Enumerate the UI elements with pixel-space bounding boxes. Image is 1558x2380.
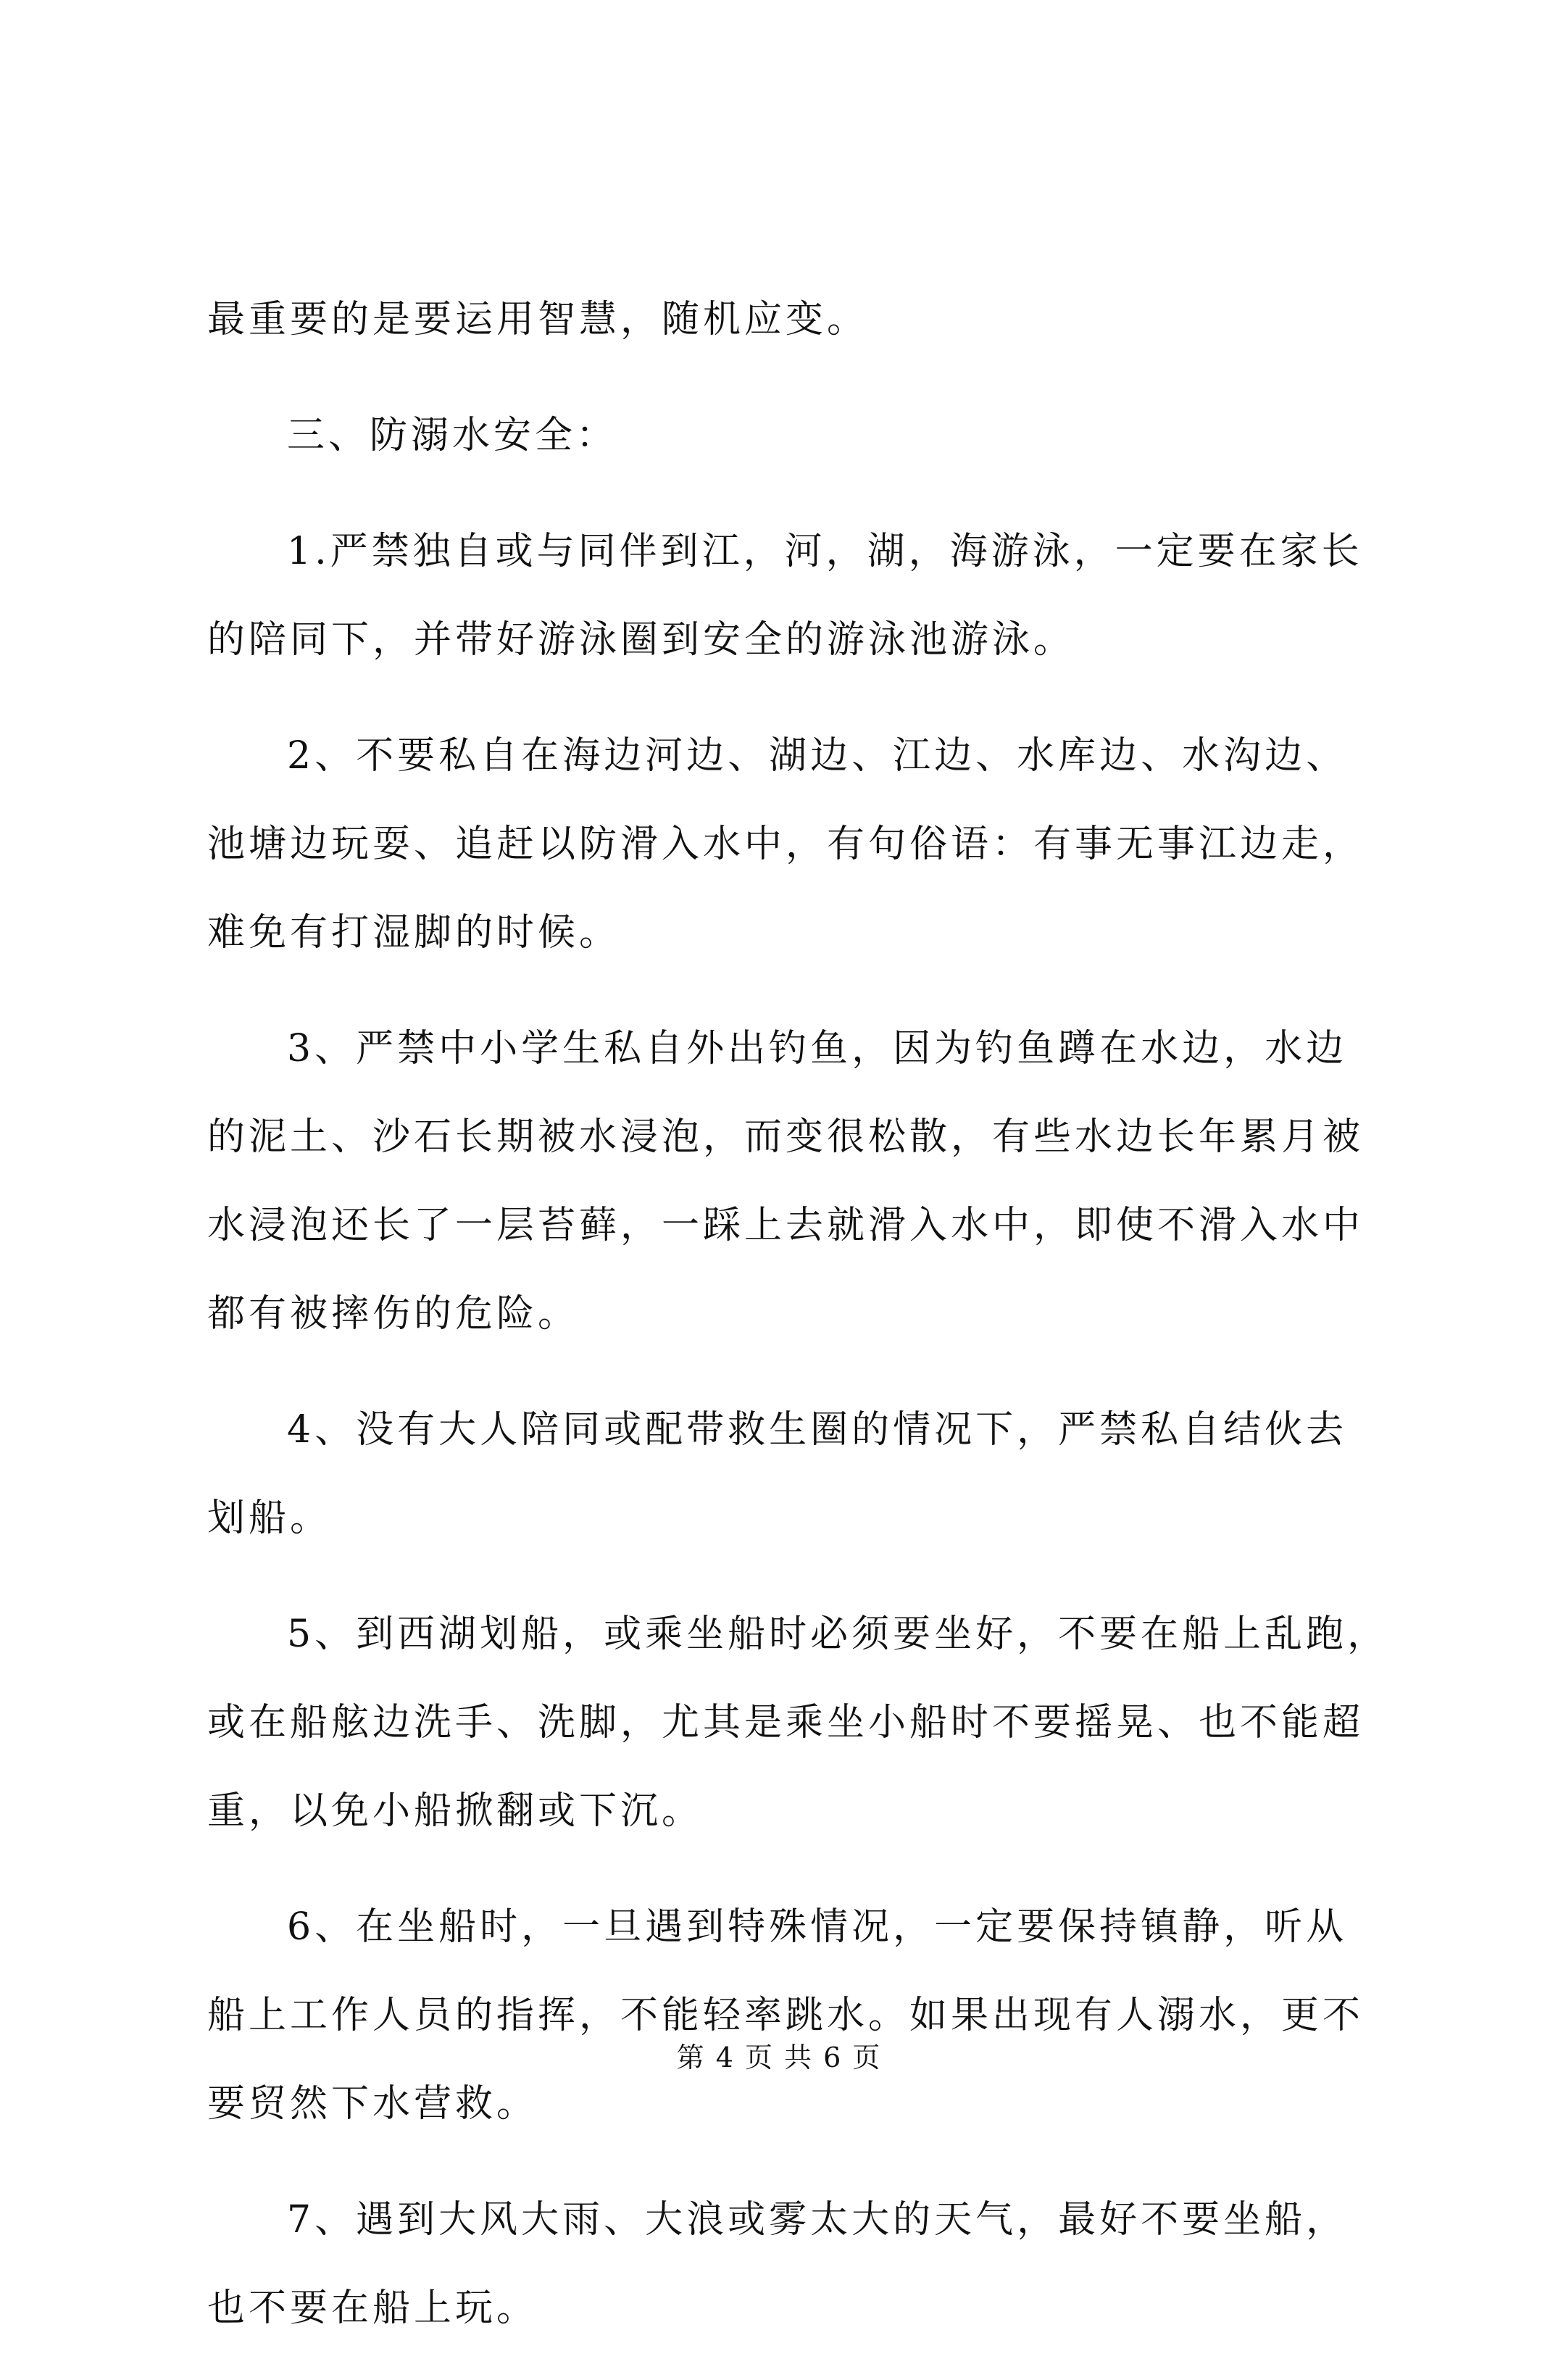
paragraph-line: 难免有打湿脚的时候。 <box>207 911 621 954</box>
paragraph-line: 三、防溺水安全： <box>287 414 618 457</box>
paragraph-line: 都有被摔伤的危险。 <box>207 1292 580 1336</box>
paragraph-line: 池塘边玩耍、追赶以防滑入水中，有句俗语：有事无事江边走， <box>207 823 1365 866</box>
paragraph-line: 重，以免小船掀翻或下沉。 <box>207 1789 704 1833</box>
paragraph-line: 6、在坐船时，一旦遇到特殊情况，一定要保持镇静，听从 <box>287 1905 1348 1949</box>
paragraph-line: 划船。 <box>207 1497 332 1540</box>
paragraph-line: 1.严禁独自或与同伴到江，河，湖，海游泳，一定要在家长 <box>287 530 1363 573</box>
paragraph <box>207 1590 1389 1855</box>
paragraph <box>207 391 1367 480</box>
paragraph-line: 7、遇到大风大雨、大浪或雾太大的天气，最好不要坐船， <box>287 2198 1348 2242</box>
paragraph-line: 也不要在船上玩。 <box>207 2287 538 2330</box>
paragraph-line: 最重要的是要运用智慧，随机应变。 <box>207 298 869 341</box>
paragraph-line: 或在船舷边洗手、洗脚，尤其是乘坐小船时不要摇晃、也不能超 <box>207 1701 1365 1744</box>
paragraph-line: 的泥土、沙石长期被水浸泡，而变很松散，有些水边长年累月被 <box>207 1115 1365 1159</box>
paragraph <box>207 275 1367 364</box>
paragraph-line: 的陪同下，并带好游泳圈到安全的游泳池游泳。 <box>207 618 1075 662</box>
page-footer: 第 4 页 共 6 页 <box>676 2042 882 2073</box>
paragraph <box>207 1386 1367 1563</box>
paragraph <box>207 712 1367 977</box>
paragraph <box>207 2176 1367 2352</box>
paragraph <box>207 507 1367 684</box>
paragraph-line: 4、没有大人陪同或配带救生圈的情况下，严禁私自结伙去 <box>287 1408 1348 1452</box>
paragraph-line: 3、严禁中小学生私自外出钓鱼，因为钓鱼蹲在水边，水边 <box>287 1027 1348 1070</box>
paragraph-line: 船上工作人员的指挥，不能轻率跳水。如果出现有人溺水，更不 <box>207 1994 1365 2037</box>
paragraph <box>207 1004 1367 1358</box>
paragraph-line: 2、不要私自在海边河边、湖边、江边、水库边、水沟边、 <box>287 734 1348 778</box>
paragraph-line: 5、到西湖划船，或乘坐船时必须要坐好，不要在船上乱跑， <box>287 1613 1389 1656</box>
paragraph <box>207 1883 1367 2148</box>
paragraph-line: 要贸然下水营救。 <box>207 2082 538 2126</box>
paragraph-line: 水浸泡还长了一层苔藓，一踩上去就滑入水中，即使不滑入水中 <box>207 1204 1365 1247</box>
